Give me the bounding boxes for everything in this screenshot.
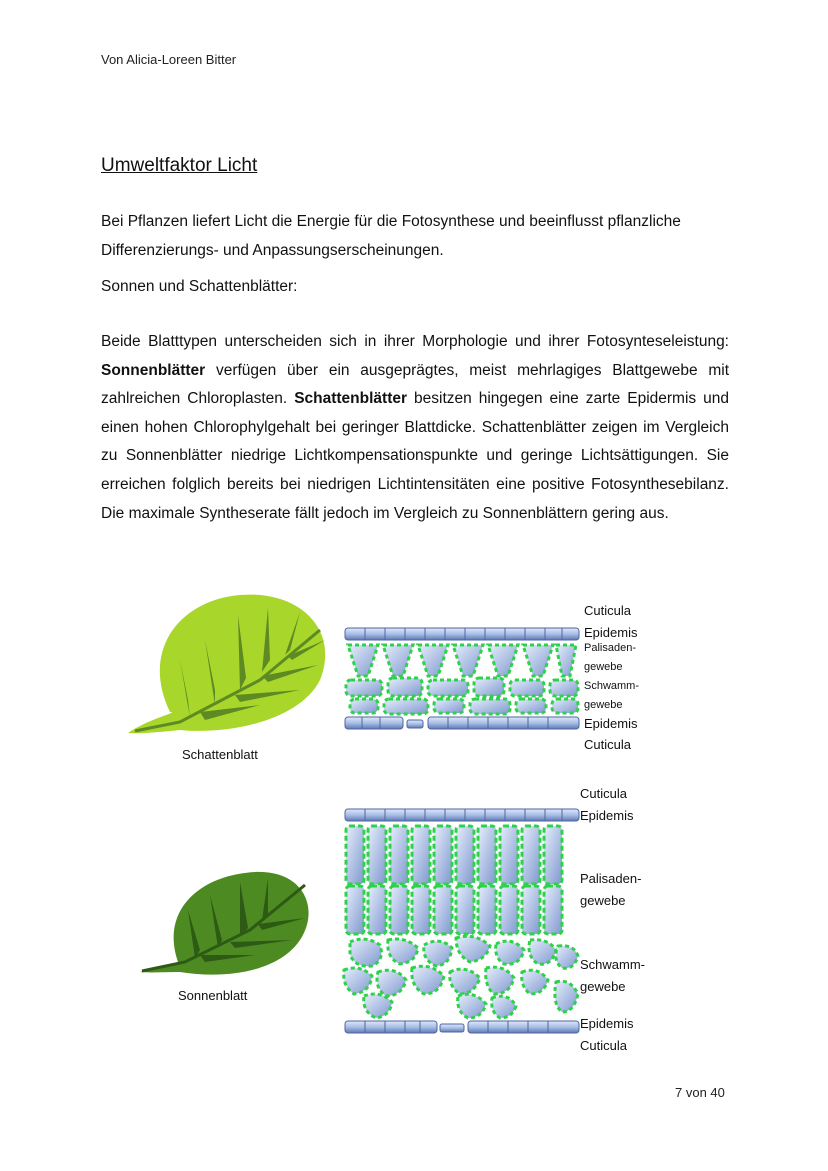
sun-epidermis-top — [345, 809, 579, 821]
body-text-2: verfügen über ein ausgeprägtes, meist mehrlagiges Blattgewebe mit zahlreichen Chloroplasten. — [101, 361, 729, 408]
shade-leaf-icon — [128, 595, 325, 734]
sun-label-cuticula-top: Cuticula — [580, 786, 627, 801]
bold-sonnenblaetter: Sonnenblätter — [101, 361, 206, 379]
sun-spongy-layer — [344, 936, 578, 1018]
bold-schattenblaetter: Schattenblätter — [294, 390, 408, 408]
sun-leaf-caption: Sonnenblatt — [178, 988, 248, 1003]
shade-palisade-layer — [348, 645, 576, 676]
sun-label-palisade-1: Palisaden- — [580, 871, 642, 886]
shade-epidermis-top — [345, 628, 579, 640]
shade-epidermis-bottom — [345, 717, 579, 729]
shade-leaf-caption: Schattenblatt — [182, 747, 258, 762]
intro-paragraph: Bei Pflanzen liefert Licht die Energie für die Fotosynthese und beeinflusst pflanzliche Differenzierungs- und Anpassungserscheinungen. — [101, 213, 681, 259]
sun-label-epidermis-top: Epidemis — [580, 808, 634, 823]
shade-label-epidermis-top: Epidemis — [584, 625, 638, 640]
sun-epidermis-bottom — [345, 1021, 579, 1033]
shade-spongy-layer — [346, 678, 578, 714]
subheading: Sonnen und Schattenblätter: — [101, 278, 298, 295]
sun-label-spongy-2: gewebe — [580, 979, 626, 994]
sun-leaf-icon — [140, 872, 309, 975]
sun-cross-section — [344, 809, 579, 1033]
sun-label-epidermis-bottom: Epidemis — [580, 1016, 634, 1031]
shade-label-palisade-1: Palisaden- — [584, 642, 636, 654]
shade-label-palisade-2: gewebe — [584, 661, 623, 673]
shade-label-spongy-1: Schwamm- — [584, 680, 640, 692]
shade-label-spongy-2: gewebe — [584, 699, 623, 711]
page-number: 7 von 40 — [675, 1085, 725, 1100]
sun-label-cuticula-bottom: Cuticula — [580, 1038, 627, 1053]
body-text-3: besitzen hingegen eine zarte Epidermis und einen hohen Chlorophylgehalt bei geringer Blattdicke. Schattenblätter zeigen im Vergleich zu Sonnenblätter niedrige Lichtkompensationspunkte und geringe Lichtsättigungen. Sie erreichen folglich bereits bei niedrigen Lichtintensitäten eine positive Fotosynthesebilanz. Die maximale Syntheserate fällt jedoch im Vergleich zu Sonnenblättern gering aus. — [101, 390, 729, 522]
shade-label-cuticula-bottom: Cuticula — [584, 737, 631, 752]
author-line: Von Alicia-Loreen Bitter — [101, 52, 237, 67]
shade-label-epidermis-bottom: Epidemis — [584, 716, 638, 731]
sun-palisade-layer — [346, 826, 562, 934]
shade-label-cuticula-top: Cuticula — [584, 603, 631, 618]
body-text-1: Beide Blatttypen unterscheiden sich in ihrer Morphologie und ihrer Fotosynteseleistung: — [101, 333, 729, 350]
shade-cross-section — [345, 628, 579, 729]
sun-label-spongy-1: Schwamm- — [580, 957, 646, 972]
section-title: Umweltfaktor Licht — [101, 155, 258, 176]
sun-label-palisade-2: gewebe — [580, 893, 626, 908]
